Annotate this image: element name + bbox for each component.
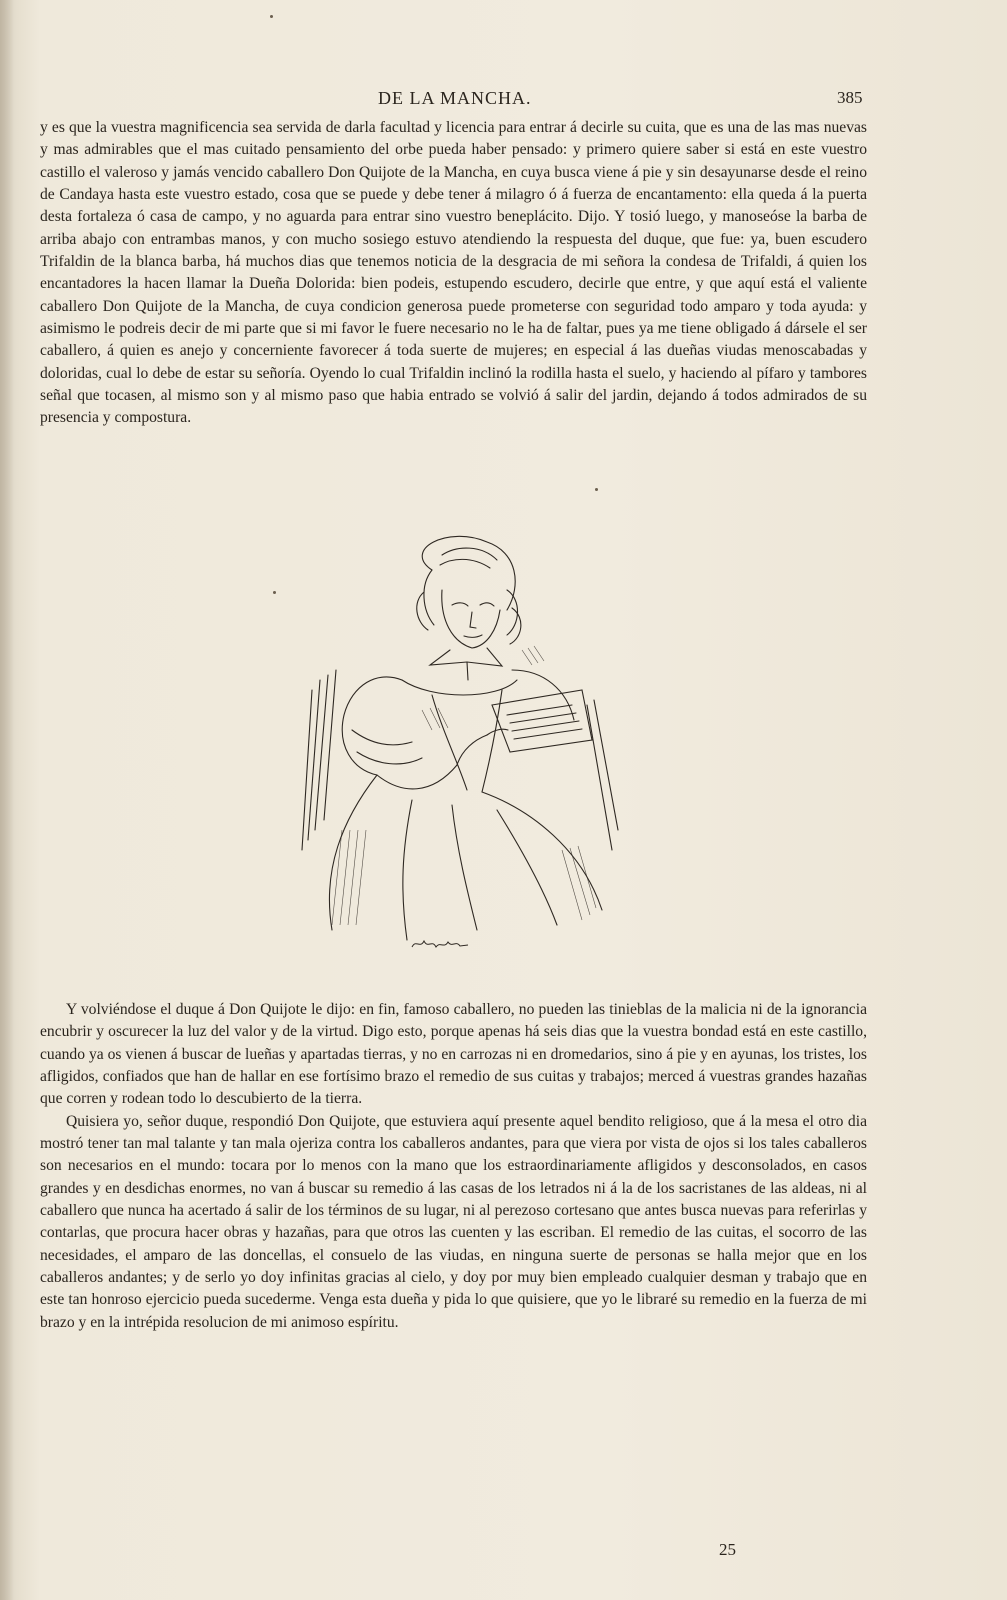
signature-scribble	[410, 935, 470, 951]
running-title: DE LA MANCHA.	[378, 88, 532, 108]
signature-mark: 25	[719, 1540, 736, 1559]
text-block-top	[40, 117, 867, 430]
paragraph-3: Quisiera yo, señor duque, respondió Don Quijote, que estuviera aquí presente aquel bendito religioso, que á la mesa el otro dia mostró tener tan mal talante y tan mala ojeriza contra los caballeros andantes, para que viera por vista de ojos si los tales caballeros son necesarios en el mundo: tocara por lo menos con la mano que los estraordinariamente afligidos y desconsolados, en casos grandes y en desdichas enormes, no van á buscar su remedio á las casas de los letrados ni á la de los sacristanes de las aldeas, ni al caballero que nunca ha acertado á salir de los términos de su lugar, ni al perezoso cortesano que antes busca nuevas para referirlas y contarlas, que procura hacer obras y hazañas, para que otros las cuenten y las escriban. El remedio de las cuitas, el socorro de las necesidades, el amparo de las doncellas, el consuelo de las viudas, en ninguna suerte de personas se halla mejor que en los caballeros andantes; y de serlo yo doy infinitas gracias al cielo, y doy por muy bien empleado cualquier desman y trabajo que en este tan honroso ejercicio pueda sucederme. Venga esta dueña y pida lo que quisiere, que yo le libraré su remedio en la fuerza de mi brazo y en la intrépida resolucion de mi animoso espíritu.	[40, 1112, 867, 1331]
paper-speck	[270, 15, 273, 18]
paper-speck	[273, 591, 276, 594]
gutter-shadow	[0, 0, 14, 1600]
paragraph-1: y es que la vuestra magnificencia sea servida de darla facultad y licencia para entrar á decirle su cuita, que es una de las mas nuevas y mas admirables que el mas cuitado pensamiento del orbe pueda haber pensado: y primero quiere saber si está en este vuestro castillo el valeroso y jamás vencido caballero Don Quijote de la Mancha, en cuya busca viene á pie y sin desayunarse desde el reino de Candaya hasta este vuestro estado, cosa que se puede y debe tener á milagro ó á fuerza de encantamento: ella queda á la puerta desta fortaleza ó casa de campo, y no aguarda para entrar sino vuestro beneplácito. Dijo. Y tosió luego, y manoseóse la barba de arriba abajo con entrambas manos, y con mucho sosiego estuvo atendiendo la respuesta del duque, que fue: ya, buen escudero Trifaldin de la blanca barba, há muchos dias que tenemos noticia de la desgracia de mi señora la condesa de Trifaldi, á quien los encantadores la hacen llamar la Dueña Dolorida: bien podeis, estupendo escudero, decirle que entre, y que aquí está el valiente caballero Don Quijote de la Mancha, de cuya condicion generosa puede prometerse con seguridad todo amparo y toda ayuda: y asimismo le podreis decir de mi parte que si mi favor le fuere necesario no le ha de faltar, pues ya me tiene obligado á dársele el ser caballero, á quien es anejo y concerniente favorecer á toda suerte de mujeres; en especial á las dueñas viudas menoscabadas y doloridas, cual lo debe de estar su señoría. Oyendo lo cual Trifaldin inclinó la rodilla hasta el suelo, y haciendo al pífaro y tambores señal que tocasen, al mismo son y al mismo paso que habia entrado se volvió á salir del jardin, dejando á todos admirados de su presencia y compostura.	[40, 119, 867, 427]
paper-speck	[595, 488, 598, 491]
engraver-signature	[410, 935, 470, 951]
paragraph-2: Y volviéndose el duque á Don Quijote le dijo: en fin, famoso caballero, no pueden las tinieblas de la malicia ni de la ignorancia encubrir y oscurecer la luz del valor y de la virtud. Digo esto, porque apenas há seis dias que la vuestra bondad está en este castillo, cuando ya os vienen á buscar de lueñas y apartadas tierras, y no en carrozas ni en dromedarios, sino á pie y en ayunas, los tristes, los afligidos, confiados que han de hallar en ese fortísimo brazo el remedio de sus cuitas y trabajos; merced á vuestras grandes hazañas que corren y rodean todo lo descubierto de la tierra.	[40, 1001, 867, 1108]
running-head	[0, 88, 1007, 112]
text-block-bottom	[40, 999, 867, 1334]
woman-reading-engraving	[282, 530, 622, 960]
page-number: 385	[837, 88, 863, 107]
illustration-woman-reading	[282, 530, 622, 960]
